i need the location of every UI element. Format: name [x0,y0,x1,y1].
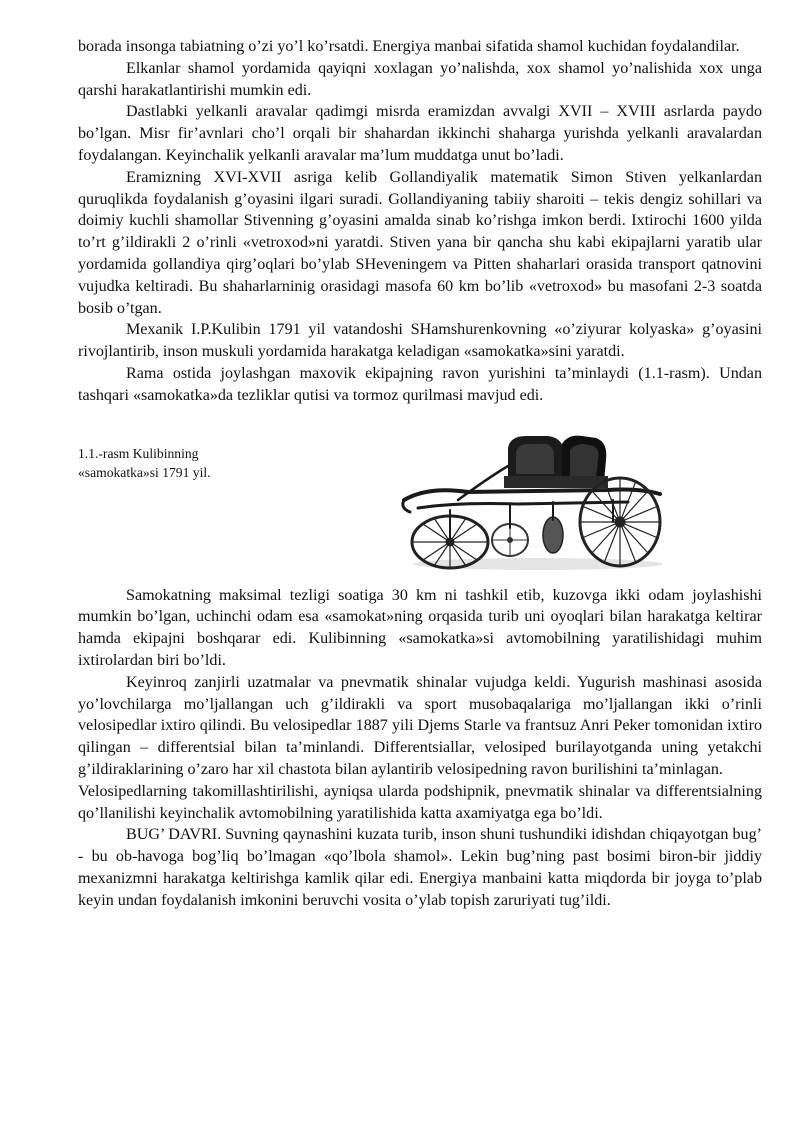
figure-1-1 [78,430,762,573]
paragraph-8: Keyinroq zanjirli uzatmalar va pnevmatik shinalar vujudga keldi. Yugurish mashinasi asosida yo’lovchilarga mo’ljallangan uch g’ildirakli va sport musobaqalariga mo’ljallangan ikki o’rinli velosipedlar ixtiro qilindi. Bu velosipedlar 1887 yili Djems Starle va frantsuz Anri Peker tomonidan ixtiro qilingan – differentsial bilan ta’minlandi. Differentsiallar, velosiped burilayotganda uning yetakchi g’ildiraklarining o’zaro har xil chastota bilan aylantirib velosipedning ravon burilishini ta’minlagan. [78,673,762,778]
paragraph-2: Elkanlar shamol yordamida qayiqni xoxlagan yo’nalishda, xox shamol yo’nalishida xox unga qarshi harakatlantirishi mumkin edi. [78,59,762,99]
kulibin-samokatka-image [398,430,668,573]
paragraph-4: Eramizning XVI-XVII asriga kelib Gollandiyalik matematik Simon Stiven yelkanlardan quruqlikda foydalanish g’oyasini ilgari suradi. Gollandiyaning tabiiy sharoiti – tekis dengiz sohillari va doimiy kuchli shamollar Stivenning g’oyasini amalda sinab ko’rishga imkon berdi. Ixtirochi 1600 yilda to’rt g’ildirakli 2 o’rinli «vetroxod»ni yaratdi. Stiven yana bir qancha shu kabi ekipajlarni yaratib ular yordamida gollandiya qirg’oqlari bo’ylab SHeveningem va Pitten shaharlari orasida transport qatnovini vujudka keltiradi. Bu shaharlarninig orasidagi masofa 60 km bo’lib «vetroxod» bu masofani 2-3 soatda bosib o’tgan. [78,168,762,317]
rear-wheel [580,478,660,566]
paragraph-7: Samokatning maksimal tezligi soatiga 30 km ni tashkil etib, kuzovga ikki odam joylashishi mumkin bo’lgan, uchinchi odam esa «samokat»ning orqasida turib uni oyoqlari bilan harakatga keltirar hamda ekipajni boshqarar edi. Kulibinning «samokatka»si avtomobilning yaratilishidagi muhim ixtirolardan biri bo’ldi. [78,586,762,669]
paragraph-1: borada insonga tabiatning o’zi yo’l ko’rsatdi. Energiya manbai sifatida shamol kuchidan foydalandilar. [78,38,740,55]
figure-caption [78,444,268,482]
paragraph-3: Dastlabki yelkanli aravalar qadimgi misrda eramizdan avvalgi XVII – XVIII asrlarda paydo bo’lgan. Misr fir’avnlari cho’l orqali bir shahardan ikkinchi shaharga yurishda yelkanli aravalardan foydalangan. Keyinchalik yelkanli aravalar ma’lum muddatga unut bo’ladi. [78,103,762,164]
carriage-seat [504,435,608,487]
figure-caption-line-2: «samokatka»si 1791 yil. [78,464,211,480]
figure-caption-line-1: 1.1.-rasm Kulibinning [78,445,199,461]
paragraph-5: Mexanik I.P.Kulibin 1791 yil vatandoshi SHamshurenkovning «o’ziyurar kolyaska» g’oyasini rivojlantirib, inson muskuli yordamida harakatga keladigan «samokatka»sini yaratdi. [78,321,762,361]
paragraph-10: BUG’ DAVRI. Suvning qaynashini kuzata turib, inson shuni tushundiki idishdan chiqayotgan bug’ - bu ob-havoga bog’liq bo’lmagan «qo’lbola shamol». Lekin bug’ning past bosimi biron-bir jiddiy mexanizmni harakatga keltirishga kamlik qilar edi. Energiya manbaini katta miqdorda bir joyga to’plab keyin undan foydalanish imkonini beruvchi vosita o’ylab topish zaruriyati tug’ildi. [78,826,762,909]
document-page [78,36,762,912]
paragraph-6: Rama ostida joylashgan maxovik ekipajning ravon yurishini ta’minlaydi (1.1-rasm). Undan tashqari «samokatka»da tezliklar qutisi va tormoz qurilmasi mavjud edi. [78,364,762,404]
flywheel [543,517,563,553]
paragraph-9: Velosipedlarning takomillashtirilishi, ayniqsa ularda podshipnik, pnevmatik shinalar va differentsialning qo’llanilishi keyinchalik avtomobilning yaratilishida katta axamiyatga ega bo’ldi. [78,782,762,822]
